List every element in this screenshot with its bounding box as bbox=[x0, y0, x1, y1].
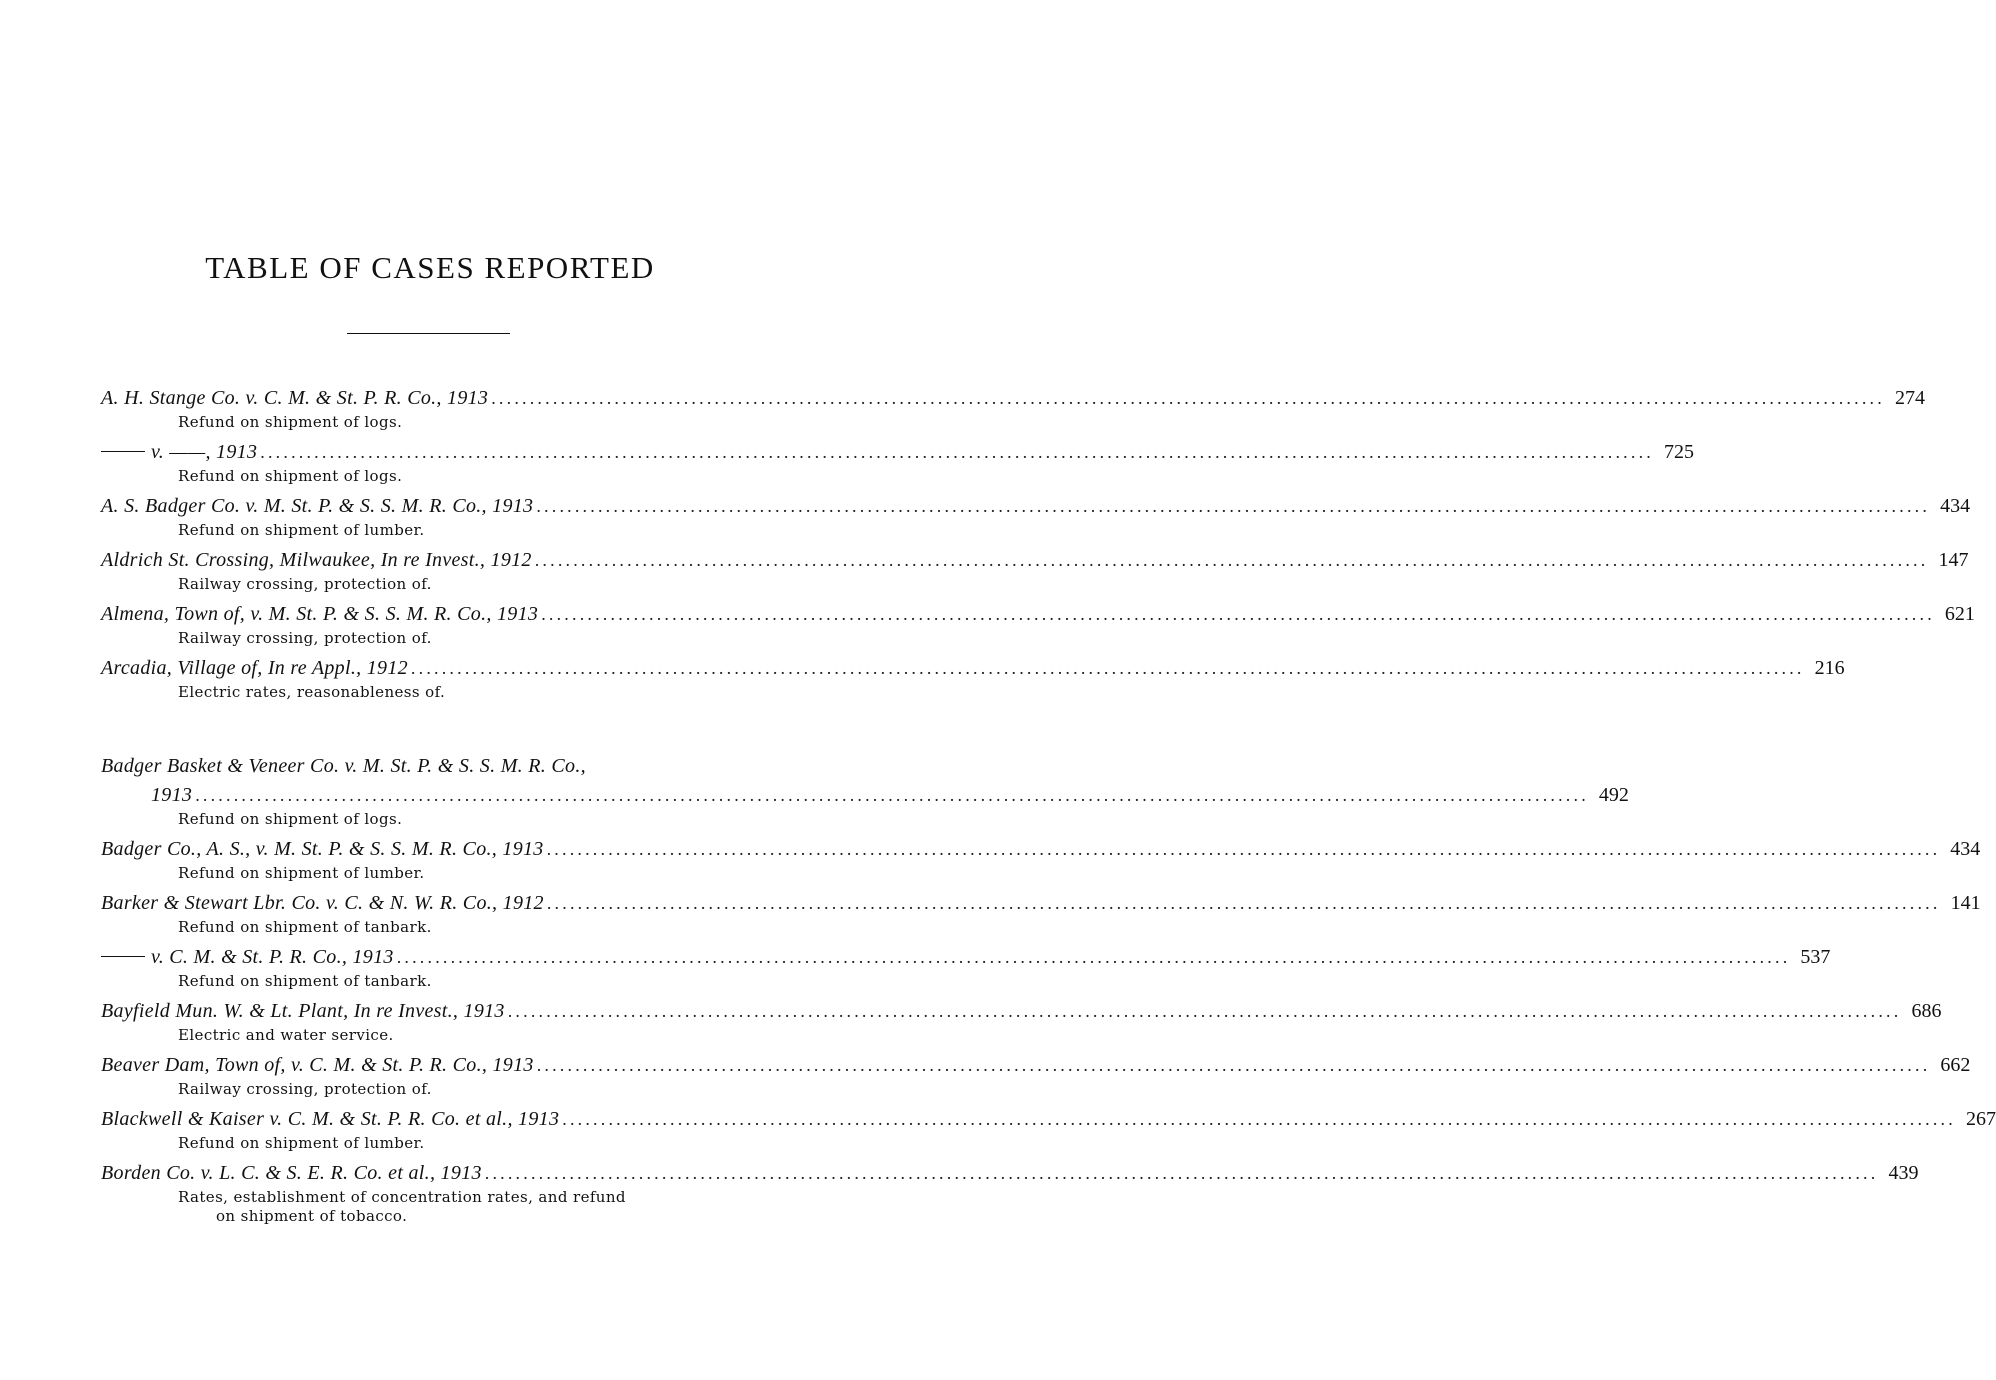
page-number: 274 bbox=[1894, 387, 1925, 409]
case-name bbox=[101, 438, 257, 467]
case-name: A. S. Badger Co. v. M. St. P. & S. S. M. R. Co., 1913 bbox=[101, 495, 534, 517]
case-subject: Refund on shipment of lumber. bbox=[178, 1134, 425, 1152]
case-name: Bayfield Mun. W. & Lt. Plant, In re Invest., 1913 bbox=[101, 1000, 505, 1022]
case-name: A. H. Stange Co. v. C. M. & St. P. R. Co., 1913 bbox=[101, 387, 489, 409]
case-entry bbox=[101, 1051, 1971, 1099]
case-subject: Refund on shipment of logs. bbox=[178, 413, 403, 431]
page-number: 537 bbox=[1800, 946, 1831, 968]
dot-leader: ..................................................................................................................................................................................... bbox=[562, 1109, 1956, 1129]
case-entry bbox=[101, 889, 1981, 937]
dot-leader: ..................................................................................................................................................................................... bbox=[260, 442, 1654, 462]
case-subject: Refund on shipment of logs. bbox=[178, 467, 403, 485]
case-subject: Electric rates, reasonableness of. bbox=[178, 683, 446, 701]
ditto-dash bbox=[101, 956, 145, 957]
case-name: Blackwell & Kaiser v. C. M. & St. P. R. Co. et al., 1913 bbox=[101, 1108, 560, 1130]
page-number: 492 bbox=[1598, 784, 1629, 806]
case-name-continued: 1913 bbox=[151, 784, 193, 806]
case-name bbox=[101, 943, 394, 972]
case-subject: Railway crossing, protection of. bbox=[178, 575, 432, 593]
page-number: 439 bbox=[1888, 1162, 1919, 1184]
dot-leader: ..................................................................................................................................................................................... bbox=[507, 1001, 1902, 1021]
case-subject: Railway crossing, protection of. bbox=[178, 629, 432, 647]
dot-leader: ..................................................................................................................................................................................... bbox=[536, 1055, 1931, 1075]
case-entry bbox=[101, 943, 1831, 991]
case-name: Borden Co. v. L. C. & S. E. R. Co. et al., 1913 bbox=[101, 1162, 482, 1184]
page-number: 147 bbox=[1938, 549, 1969, 571]
case-entry bbox=[101, 600, 1975, 648]
page-number: 267 bbox=[1965, 1108, 1996, 1130]
page-number: 686 bbox=[1911, 1000, 1942, 1022]
case-entry bbox=[101, 546, 1969, 594]
case-subject: Refund on shipment of lumber. bbox=[178, 521, 425, 539]
case-name: Badger Co., A. S., v. M. St. P. & S. S. M. R. Co., 1913 bbox=[101, 838, 544, 860]
case-entry bbox=[101, 752, 1629, 829]
page-number: 621 bbox=[1944, 603, 1975, 625]
case-name: Barker & Stewart Lbr. Co. v. C. & N. W. R. Co., 1912 bbox=[101, 892, 544, 914]
case-subject: Refund on shipment of lumber. bbox=[178, 864, 425, 882]
case-entry bbox=[101, 654, 1845, 702]
case-name: Badger Basket & Veneer Co. v. M. St. P. & S. S. M. R. Co., bbox=[101, 755, 586, 777]
case-entry bbox=[101, 997, 1942, 1045]
case-name: Almena, Town of, v. M. St. P. & S. S. M. R. Co., 1913 bbox=[101, 603, 539, 625]
dot-leader: ..................................................................................................................................................................................... bbox=[541, 604, 1935, 624]
page-number: 141 bbox=[1950, 892, 1981, 914]
dot-leader: ..................................................................................................................................................................................... bbox=[536, 496, 1931, 516]
dot-leader: ..................................................................................................................................................................................... bbox=[195, 785, 1589, 805]
case-entry bbox=[101, 384, 1925, 432]
case-entry bbox=[101, 1105, 1996, 1153]
dot-leader: ..................................................................................................................................................................................... bbox=[410, 658, 1805, 678]
case-subject: Electric and water service. bbox=[178, 1026, 394, 1044]
case-subject bbox=[101, 1188, 757, 1226]
case-subject: Refund on shipment of logs. bbox=[178, 810, 403, 828]
dot-leader: ..................................................................................................................................................................................... bbox=[491, 388, 1885, 408]
case-subject: Refund on shipment of tanbark. bbox=[178, 918, 432, 936]
page-title: TABLE OF CASES REPORTED bbox=[205, 250, 655, 285]
dot-leader: ..................................................................................................................................................................................... bbox=[546, 893, 1941, 913]
dot-leader: ..................................................................................................................................................................................... bbox=[396, 947, 1791, 967]
case-entry bbox=[101, 835, 1981, 883]
page-number: 662 bbox=[1940, 1054, 1971, 1076]
dot-leader: ..................................................................................................................................................................................... bbox=[546, 839, 1941, 859]
case-subject-line-continued: on shipment of tobacco. bbox=[216, 1207, 408, 1225]
case-name: Beaver Dam, Town of, v. C. M. & St. P. R. Co., 1913 bbox=[101, 1054, 534, 1076]
case-subject: Railway crossing, protection of. bbox=[178, 1080, 432, 1098]
case-name-text: v. ——, 1913 bbox=[151, 441, 258, 463]
case-name: Arcadia, Village of, In re Appl., 1912 bbox=[101, 657, 408, 679]
case-entry bbox=[101, 1159, 1919, 1226]
case-name: Aldrich St. Crossing, Milwaukee, In re Invest., 1912 bbox=[101, 549, 532, 571]
case-entry bbox=[101, 492, 1971, 540]
case-name-text: v. C. M. & St. P. R. Co., 1913 bbox=[151, 946, 394, 968]
case-subject: Refund on shipment of tanbark. bbox=[178, 972, 432, 990]
dot-leader: ..................................................................................................................................................................................... bbox=[484, 1163, 1879, 1183]
dot-leader: ..................................................................................................................................................................................... bbox=[534, 550, 1929, 570]
case-subject-line: Rates, establishment of concentration rates, and refund bbox=[178, 1188, 626, 1206]
page-number: 434 bbox=[1950, 838, 1981, 860]
page-number: 216 bbox=[1814, 657, 1845, 679]
letter-section-gap bbox=[101, 708, 757, 752]
page-number: 434 bbox=[1940, 495, 1971, 517]
table-of-cases bbox=[101, 384, 1996, 1232]
page-number: 725 bbox=[1663, 441, 1694, 463]
case-entry bbox=[101, 438, 1694, 486]
title-divider bbox=[347, 333, 510, 334]
ditto-dash bbox=[101, 451, 145, 452]
